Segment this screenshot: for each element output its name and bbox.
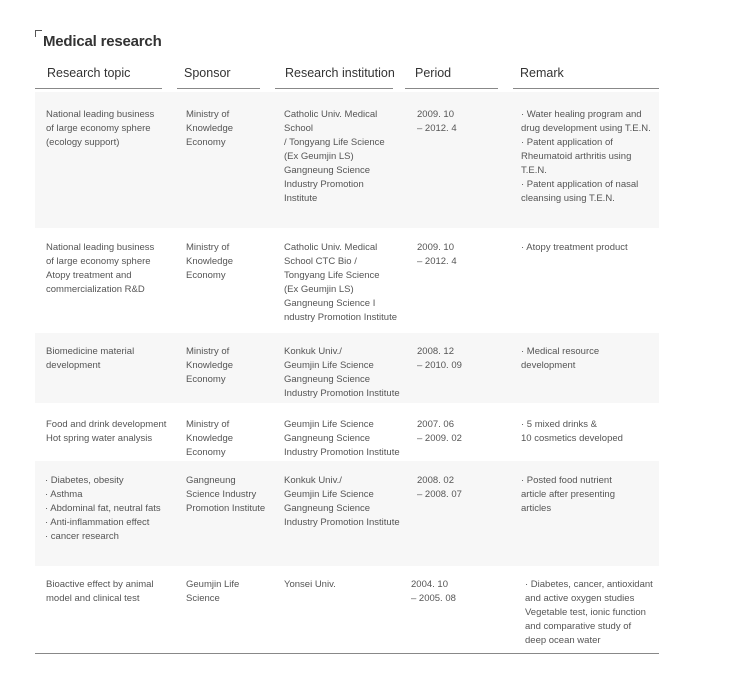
header-underline-period bbox=[405, 88, 498, 89]
cell-remark: · Diabetes, cancer, antioxidant and active oxygen studies Vegetable test, ionic function and comparative study of deep ocean water bbox=[525, 579, 653, 646]
cell-sponsor: Ministry of Knowledge Economy bbox=[186, 242, 234, 281]
cell-institution: Catholic Univ. Medical School CTC Bio / Tongyang Life Science (Ex Geumjin LS) Gangneung Science I ndustry Promotion Institute bbox=[284, 242, 397, 323]
cell-remark: · 5 mixed drinks & 10 cosmetics developed bbox=[521, 419, 623, 444]
page-title: Medical research bbox=[43, 33, 162, 50]
table-row bbox=[35, 333, 659, 403]
cell-period: 2009. 10 – 2012. 4 bbox=[417, 242, 457, 267]
table-row bbox=[35, 566, 659, 652]
cell-period: 2004. 10 – 2005. 08 bbox=[411, 579, 456, 604]
cell-remark: · Medical resource development bbox=[521, 346, 600, 371]
cell-topic: · Diabetes, obesity · Asthma · Abdominal fat, neutral fats · Anti-inflammation effect · cancer research bbox=[45, 475, 161, 542]
cell-sponsor: Ministry of Knowledge Economy bbox=[186, 346, 234, 385]
header-underline-remark bbox=[513, 88, 659, 89]
cell-sponsor: Ministry of Knowledge Economy bbox=[186, 419, 234, 458]
cell-period: 2008. 12 – 2010. 09 bbox=[417, 346, 462, 371]
cell-sponsor: Gangneung Science Industry Promotion Institute bbox=[186, 475, 266, 514]
cell-period: 2007. 06 – 2009. 02 bbox=[417, 419, 462, 444]
cell-period: 2009. 10 – 2012. 4 bbox=[417, 109, 457, 134]
table-row bbox=[35, 461, 659, 566]
table-row bbox=[35, 92, 659, 228]
cell-remark: · Atopy treatment product bbox=[521, 242, 628, 253]
header-underline-sponsor bbox=[177, 88, 260, 89]
header-underline-institution bbox=[275, 88, 393, 89]
header-research-topic: Research topic bbox=[47, 66, 131, 80]
cell-topic: Biomedicine material development bbox=[46, 346, 135, 371]
table-row bbox=[35, 228, 659, 330]
cell-remark: · Water healing program and drug development using T.E.N. · Patent application of Rheumatoid arthritis using T.E.N. · Patent application of nasal cleansing using T.E.N. bbox=[521, 109, 651, 204]
cell-institution: Geumjin Life Science Gangneung Science Industry Promotion Institute bbox=[284, 419, 400, 458]
cell-topic: National leading business of large economy sphere Atopy treatment and commercialization R&D bbox=[46, 242, 155, 295]
table-row bbox=[35, 406, 659, 458]
cell-topic: Food and drink development Hot spring water analysis bbox=[46, 419, 167, 444]
cell-topic: Bioactive effect by animal model and clinical test bbox=[46, 579, 154, 604]
header-underline-topic bbox=[35, 88, 162, 89]
cell-sponsor: Geumjin Life Science bbox=[186, 579, 240, 604]
cell-institution: Konkuk Univ./ Geumjin Life Science Gangneung Science Industry Promotion Institute bbox=[284, 346, 400, 399]
header-period: Period bbox=[415, 66, 452, 80]
header-research-institution: Research institution bbox=[285, 66, 395, 80]
header-remark: Remark bbox=[520, 66, 564, 80]
cell-topic: National leading business of large economy sphere (ecology support) bbox=[46, 109, 155, 148]
cell-institution: Konkuk Univ./ Geumjin Life Science Gangneung Science Industry Promotion Institute bbox=[284, 475, 400, 528]
cell-remark: · Posted food nutrient article after presenting articles bbox=[521, 475, 615, 514]
cell-institution: Catholic Univ. Medical School / Tongyang Life Science (Ex Geumjin LS) Gangneung Science Industry Promotion Institute bbox=[284, 109, 385, 204]
cell-period: 2008. 02 – 2008. 07 bbox=[417, 475, 462, 500]
title-corner-mark bbox=[35, 30, 42, 37]
table-bottom-border bbox=[35, 653, 659, 654]
cell-sponsor: Ministry of Knowledge Economy bbox=[186, 109, 234, 148]
header-sponsor: Sponsor bbox=[184, 66, 231, 80]
cell-institution: Yonsei Univ. bbox=[284, 579, 336, 590]
